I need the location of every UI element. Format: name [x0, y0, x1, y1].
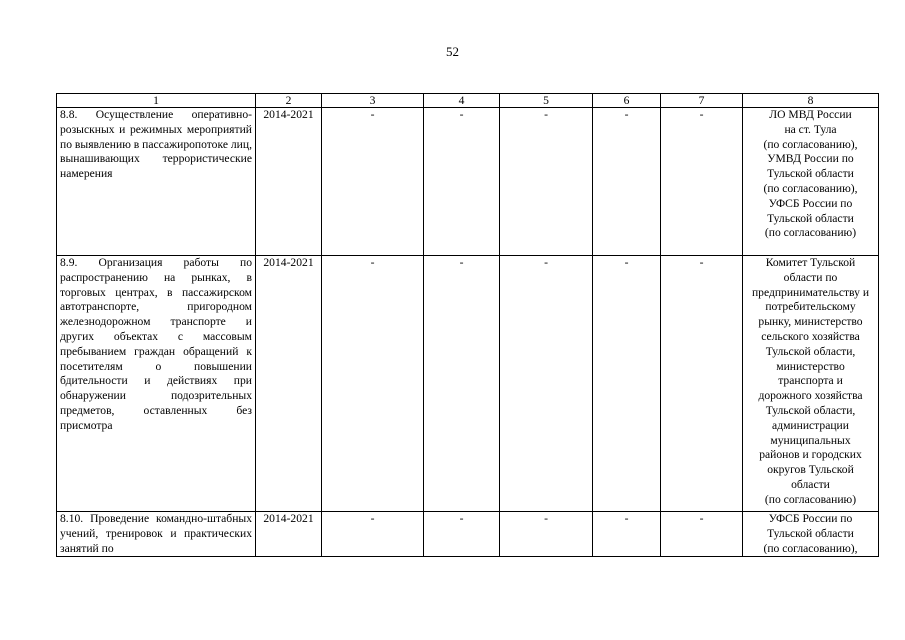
activity-cell: [57, 512, 256, 557]
period-cell: 2014-2021: [256, 256, 322, 512]
table-row-8-10: [57, 512, 879, 557]
funding-cell-4: -: [424, 512, 500, 557]
funding-cell-5: -: [500, 256, 593, 512]
activity-cell: 8.9. Организация работы по распространению на рынках, в торговых центрах, в пассажирском автотранспорте, пригородном железнодорожном транспорте и других объектах с массовым пребыванием граждан обращений к посетителям о повышении бдительности и действиях при обнаружении подозрительных предметов, оставленных без присмотра: [57, 256, 256, 512]
page-number: 52: [446, 44, 459, 59]
table-row-8-8: [57, 108, 879, 256]
funding-cell-6: -: [593, 108, 661, 256]
funding-cell-6: -: [593, 256, 661, 512]
executor-cell: Комитет Тульской области по предпринимательству и потребительскому рынку, министерство сельского хозяйства Тульской области, министерство транспорта и дорожного хозяйства Тульской области, администрации муниципальных районов и городских округов Тульской области (по согласованию): [743, 256, 879, 512]
funding-cell-5: -: [500, 512, 593, 557]
funding-cell-7: -: [661, 512, 743, 557]
funding-cell-3: -: [322, 512, 424, 557]
funding-cell-4: -: [424, 108, 500, 256]
measures-table: [56, 93, 879, 557]
header-col-3: 3: [322, 94, 424, 108]
header-col-1: 1: [57, 94, 256, 108]
funding-cell-6: -: [593, 512, 661, 557]
activity-text: 8.10. Проведение командно-штабных учений, тренировок и практических занятий по: [60, 512, 252, 554]
activity-cell: 8.8. Осуществление оперативно-розыскных и режимных мероприятий по выявлению в пассажиропотоке лиц, вынашивающих террористические намерения: [57, 108, 256, 256]
header-col-5: 5: [500, 94, 593, 108]
header-col-2: 2: [256, 94, 322, 108]
header-col-8: 8: [743, 94, 879, 108]
funding-cell-3: -: [322, 108, 424, 256]
header-col-7: 7: [661, 94, 743, 108]
executor-text: УФСБ России по Тульской области (по согласованию),: [763, 512, 858, 554]
funding-cell-4: -: [424, 256, 500, 512]
executor-cell: [743, 512, 879, 557]
executor-cell: ЛО МВД России на ст. Тула (по согласованию), УМВД России по Тульской области (по согласованию), УФСБ России по Тульской области (по согласованию): [743, 108, 879, 256]
period-cell: 2014-2021: [256, 512, 322, 557]
funding-cell-7: -: [661, 256, 743, 512]
funding-cell-3: -: [322, 256, 424, 512]
period-cell: 2014-2021: [256, 108, 322, 256]
header-row: [57, 94, 879, 108]
header-col-6: 6: [593, 94, 661, 108]
funding-cell-5: -: [500, 108, 593, 256]
header-col-4: 4: [424, 94, 500, 108]
table-row-8-9: [57, 256, 879, 512]
funding-cell-7: -: [661, 108, 743, 256]
